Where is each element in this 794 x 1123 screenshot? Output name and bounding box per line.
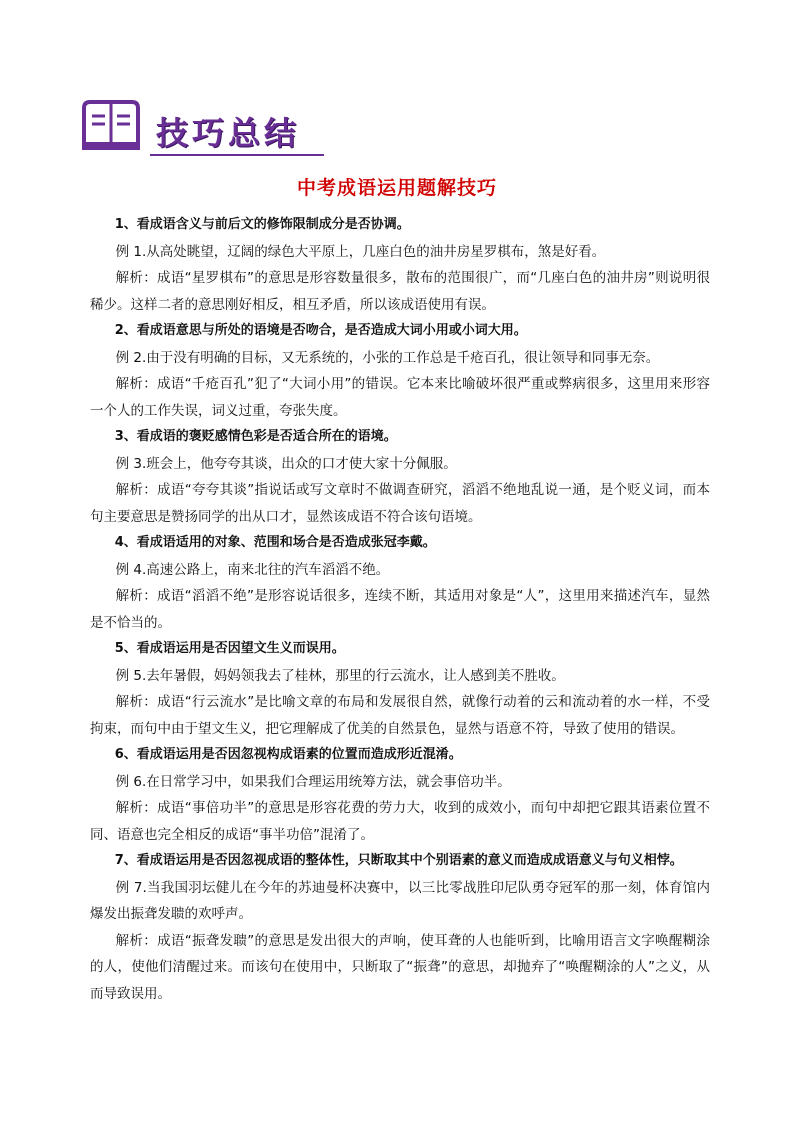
analysis-paragraph: 解析：成语“滔滔不绝”是形容说话很多，连续不断，其适用对象是“人”，这里用来描述汽车，显然是不恰当的。: [90, 588, 710, 631]
section-heading: 5、看成语运用是否因望文生义而误用。: [114, 641, 345, 656]
banner-title: 技巧总结: [156, 114, 301, 152]
analysis-paragraph: 解析：成语“千疮百孔”犯了“大词小用”的错误。它本来比喻破坏很严重或弊病很多，这里用来形容一个人的工作失误，词义过重，夸张失度。: [90, 376, 710, 419]
analysis-paragraph: 解析：成语“事倍功半”的意思是形容花费的劳力大，收到的成效小，而句中却把它跟其语素位置不同、语意也完全相反的成语“事半功倍”混淆了。: [90, 800, 710, 843]
example-paragraph: 例 4.高速公路上，南来北往的汽车滔滔不绝。: [115, 561, 390, 578]
analysis-paragraph: 解析：成语“行云流水”是比喻文章的布局和发展很自然，就像行动着的云和流动着的水一样，不受拘束，而句中由于望文生义，把它理解成了优美的自然景色，显然与语意不符，导致了使用的错误。: [90, 694, 710, 737]
section-heading: 6、看成语运用是否因忽视构成语素的位置而造成形近混淆。: [114, 747, 462, 762]
section-banner: [80, 100, 325, 160]
section-heading: 7、看成语运用是否因忽视成语的整体性，只断取其中个别语素的意义而造成成语意义与句义相悖。: [114, 853, 683, 868]
analysis-paragraph: 解析：成语“夸夸其谈”指说话或写文章时不做调查研究，滔滔不绝地乱说一通，是个贬义词，而本句主要意思是赞扬同学的出从口才，显然该成语不符合该句语境。: [90, 482, 710, 525]
example-paragraph: 例 3.班会上，他夸夸其谈，出众的口才使大家十分佩服。: [115, 455, 457, 472]
banner-underline: [150, 154, 324, 156]
example-paragraph: 例 1.从高处眺望，辽阔的绿色大平原上，几座白色的油井房星罗棋布，煞是好看。: [115, 243, 606, 260]
document-title: 中考成语运用题解技巧: [296, 177, 497, 199]
book-icon: [80, 100, 142, 152]
analysis-paragraph: 解析：成语“星罗棋布”的意思是形容数量很多，散布的范围很广，而“几座白色的油井房”则说明很稀少。这样二者的意思刚好相反，相互矛盾，所以该成语使用有误。: [90, 270, 710, 313]
section-heading: 2、看成语意思与所处的语境是否吻合，是否造成大词小用或小词大用。: [114, 323, 527, 338]
example-paragraph: 例 5.去年暑假，妈妈领我去了桂林，那里的行云流水，让人感到美不胜收。: [115, 667, 565, 684]
example-paragraph: 例 2.由于没有明确的目标，又无系统的，小张的工作总是千疮百孔，很让领导和同事无奈。: [115, 349, 660, 366]
section-heading: 1、看成语含义与前后文的修饰限制成分是否协调。: [114, 217, 410, 232]
document-body: [90, 212, 710, 1007]
analysis-paragraph: 解析：成语“振聋发聩”的意思是发出很大的声响，使耳聋的人也能听到，比喻用语言文字唤醒糊涂的人，使他们清醒过来。而该句在使用中，只断取了“振聋”的意思，却抛弃了“唤醒糊涂的人”之义，从而导致误用。: [90, 932, 710, 1002]
example-paragraph: 例 6.在日常学习中，如果我们合理运用统筹方法，就会事倍功半。: [115, 773, 511, 790]
section-heading: 3、看成语的褒贬感情色彩是否适合所在的语境。: [114, 429, 397, 444]
section-heading: 4、看成语适用的对象、范围和场合是否造成张冠李戴。: [114, 535, 436, 550]
example-paragraph: 例 7.当我国羽坛健儿在今年的苏迪曼杯决赛中，以三比零战胜印尼队勇夺冠军的那一刻，体育馆内爆发出振聋发聩的欢呼声。: [90, 879, 710, 922]
